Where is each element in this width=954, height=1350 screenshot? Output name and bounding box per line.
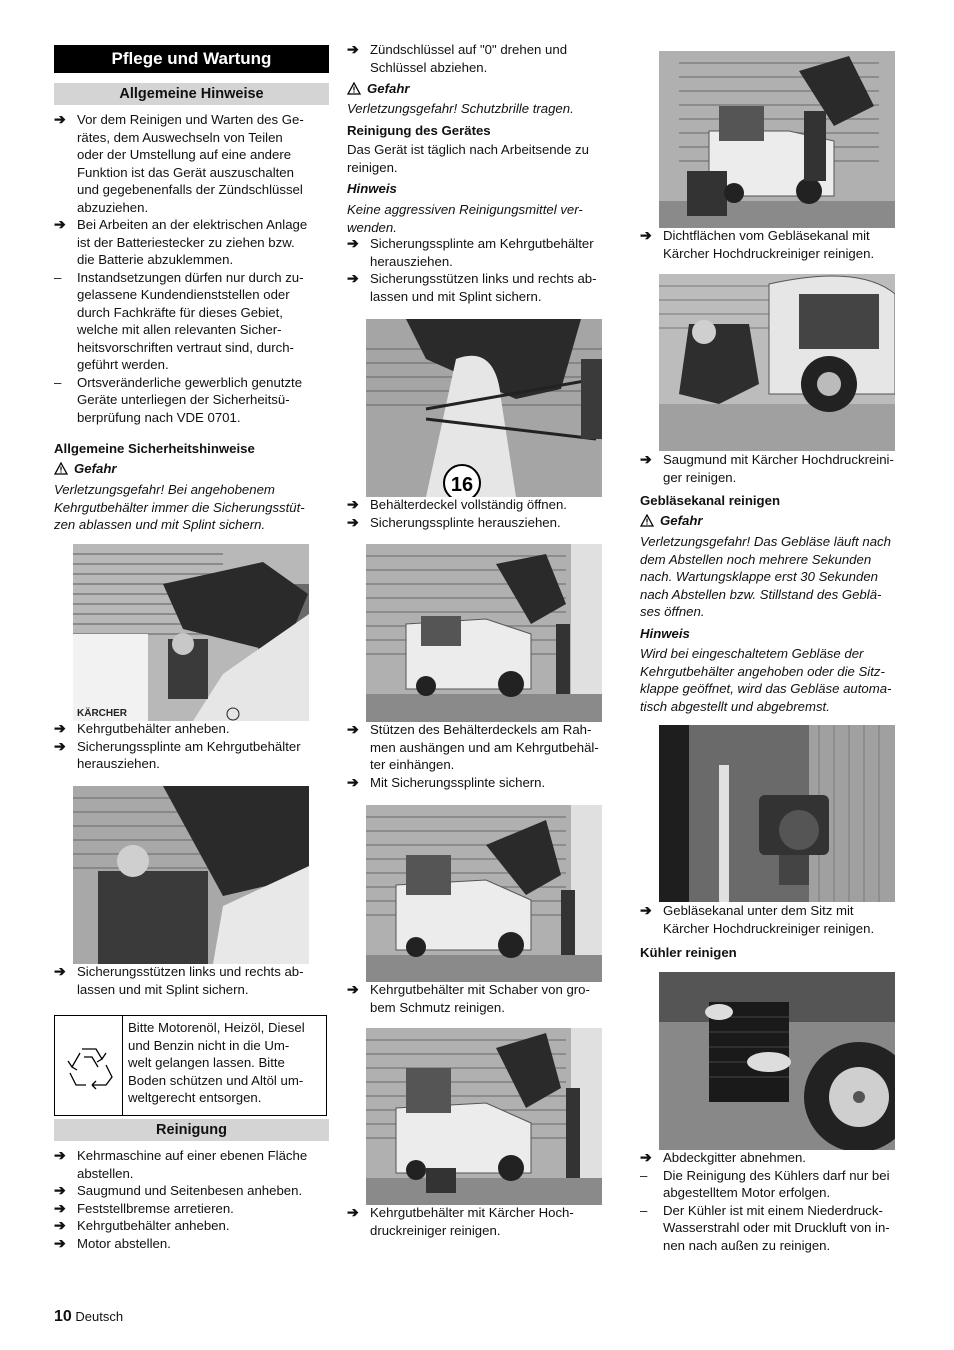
- arrow-bullet-icon: ➔: [640, 227, 652, 243]
- dash-bullet: –: [640, 1202, 648, 1218]
- dash-bullet: –: [54, 269, 62, 285]
- arrow-bullet-icon: ➔: [347, 270, 359, 286]
- photo-brand-label: KÄRCHER: [77, 708, 127, 719]
- photo-container-closeup: [366, 319, 602, 497]
- photo-radiator-grille: [659, 972, 895, 1150]
- step-item: [54, 720, 329, 738]
- item-text: Behälterdeckel vollständig öffnen.: [370, 497, 567, 512]
- step-item: [347, 981, 622, 1016]
- arrow-bullet-icon: ➔: [54, 216, 66, 232]
- photo-sweeper-open-lid: [366, 544, 602, 722]
- arrow-bullet-icon: ➔: [54, 111, 66, 127]
- warning-triangle-icon: [54, 462, 68, 475]
- col3-steps-a: [640, 227, 915, 262]
- photo-suction-mouth-cleaning: [659, 274, 895, 451]
- device-cleaning-text: Das Gerät ist täglich nach Arbeitsende zu reinigen.: [347, 142, 589, 175]
- item-text: Motor abstellen.: [77, 1235, 171, 1251]
- note-item: [54, 269, 329, 374]
- warning-triangle-icon: [347, 82, 361, 95]
- photo-blower-channel-seals: [659, 51, 895, 228]
- danger-text: Verletzungsgefahr! Das Gebläse läuft nach dem Abstellen noch mehrere Sekunden nach. Wartungsklappe erst 30 Sekunden nach Abstellen bzw. Stillstand des Geblä- ses öffnen.: [640, 534, 891, 619]
- device-cleaning-heading: Reinigung des Gerätes: [347, 123, 491, 138]
- arrow-bullet-icon: ➔: [54, 1147, 66, 1163]
- item-text: Ortsveränderliche gewerblich genutzte Geräte unterliegen der Sicherheitsü- berprüfung nach VDE 0701.: [77, 374, 303, 425]
- arrow-bullet-icon: ➔: [54, 737, 66, 754]
- arrow-bullet-icon: ➔: [54, 1182, 66, 1198]
- general-notes-heading: Allgemeine Hinweise: [54, 83, 329, 105]
- col2-steps-c: [347, 721, 622, 791]
- photo-scraper-cleaning: [366, 805, 602, 982]
- item-text: Feststellbremse arretieren.: [77, 1200, 234, 1216]
- item-text: Bei Arbeiten an der elektrischen Anlage ist der Batteriestecker zu ziehen bzw. die Batterie abzuklemmen.: [77, 217, 308, 267]
- item-text: Kehrgutbehälter mit Kärcher Hoch- druckreiniger reinigen.: [370, 1205, 574, 1238]
- arrow-bullet-icon: ➔: [54, 963, 66, 979]
- step-item: [347, 1204, 622, 1239]
- item-text: Kehrgutbehälter anheben.: [77, 1218, 230, 1233]
- item-text: Gebläsekanal unter dem Sitz mit Kärcher Hochdruckreiniger reinigen.: [663, 903, 875, 936]
- item-text: Saugmund mit Kärcher Hochdruckreini- ger reinigen.: [663, 452, 894, 485]
- step-item: [54, 216, 329, 269]
- dash-bullet: –: [54, 374, 62, 390]
- section-title: Pflege und Wartung: [54, 45, 329, 73]
- item-text: Kehrgutbehälter anheben.: [77, 721, 230, 736]
- col3-steps-c: [640, 902, 915, 937]
- arrow-bullet-icon: ➔: [347, 1204, 359, 1220]
- step-item: [347, 496, 622, 514]
- step-item: [54, 111, 329, 216]
- arrow-bullet-icon: ➔: [347, 41, 359, 57]
- radiator-heading: Kühler reinigen: [640, 945, 737, 960]
- photo2-steps: [54, 963, 329, 998]
- arrow-bullet-icon: ➔: [640, 902, 652, 918]
- dash-bullet: –: [640, 1167, 648, 1183]
- arrow-bullet-icon: ➔: [347, 721, 359, 737]
- radiator-items: [640, 1149, 915, 1254]
- note-text: Wird bei eingeschaltetem Gebläse der Kehrgutbehälter angehoben oder die Sitz- klappe geöffnet, wird das Gebläse automa- tisch abgestellt und abgebremst.: [640, 646, 892, 714]
- environment-text: Bitte Motorenöl, Heizöl, Diesel und Benzin nicht in die Um- welt gelangen lassen. Bitte Boden schützen und Altöl um- weltgerecht entsorgen.: [128, 1020, 305, 1105]
- item-text: Zündschlüssel auf "0" drehen und Schlüssel abziehen.: [370, 42, 568, 75]
- step-item: [54, 1182, 329, 1200]
- step-item: [54, 738, 329, 773]
- environment-box: [54, 1015, 327, 1116]
- item-text: Saugmund und Seitenbesen anheben.: [77, 1183, 303, 1198]
- item-text: Abdeckgitter abnehmen.: [663, 1150, 806, 1165]
- arrow-bullet-icon: ➔: [640, 1149, 652, 1165]
- item-text: Sicherungssplinte am Kehrgutbehälter herausziehen.: [77, 738, 301, 771]
- danger-label: Gefahr: [54, 460, 329, 478]
- recycling-icon: [62, 1039, 116, 1093]
- blower-heading: Gebläsekanal reinigen: [640, 493, 780, 508]
- note-item: [54, 374, 329, 427]
- item-text: Der Kühler ist mit einem Niederdruck- Wasserstrahl oder mit Druckluft von in- nen nach außen zu reinigen.: [663, 1202, 890, 1253]
- step-item: [347, 235, 622, 270]
- step-item: [640, 227, 915, 262]
- note-item: [640, 1167, 915, 1202]
- cleaning-heading: Reinigung: [54, 1119, 329, 1141]
- col2-top-steps: [347, 41, 622, 76]
- step-item: [347, 774, 622, 792]
- item-text: Vor dem Reinigen und Warten des Ge- rätes, dem Auswechseln von Teilen oder der Umstellung auf eine andere Funktion ist das Gerät auszuschalten und gegebenenfalls der Zündschlüssel abzuziehen.: [77, 112, 304, 215]
- danger-label: Gefahr: [640, 512, 915, 530]
- arrow-bullet-icon: ➔: [347, 496, 359, 512]
- step-item: [54, 1217, 329, 1235]
- danger-text: Verletzungsgefahr! Schutzbrille tragen.: [347, 101, 574, 116]
- cleaning-steps: [54, 1147, 329, 1252]
- photo-pressure-washer-container: [366, 1028, 602, 1205]
- step-item: [54, 963, 329, 998]
- step-item: [54, 1200, 329, 1218]
- danger-text: Verletzungsgefahr! Bei angehobenem Kehrgutbehälter immer die Sicherungsstüt- zen ablassen und mit Splint sichern.: [54, 482, 305, 532]
- photo-lifting-container: [73, 544, 309, 721]
- note-item: [640, 1202, 915, 1255]
- page-number: 10: [54, 1308, 72, 1325]
- item-text: Sicherungssplinte am Kehrgutbehälter herausziehen.: [370, 236, 594, 269]
- item-text: Kehrmaschine auf einer ebenen Fläche abstellen.: [77, 1148, 308, 1181]
- col3-steps-b: [640, 451, 915, 486]
- step-item: [640, 1149, 915, 1167]
- step-item: [347, 721, 622, 774]
- step-item: [54, 1235, 329, 1253]
- item-text: Stützen des Behälterdeckels am Rah- men aushängen und am Kehrgutbehäl- ter einhängen.: [370, 722, 599, 772]
- step-item: [347, 270, 622, 305]
- arrow-bullet-icon: ➔: [54, 1217, 66, 1233]
- col2-steps-e: [347, 1204, 622, 1239]
- danger-label: Gefahr: [347, 80, 622, 98]
- page-footer: [54, 1308, 123, 1326]
- warning-triangle-icon: [640, 514, 654, 527]
- arrow-bullet-icon: ➔: [347, 773, 359, 790]
- item-text: Sicherungsstützen links und rechts ab- lassen und mit Splint sichern.: [370, 271, 597, 304]
- item-text: Sicherungssplinte herausziehen.: [370, 514, 561, 530]
- arrow-bullet-icon: ➔: [54, 720, 66, 736]
- item-text: Dichtflächen vom Gebläsekanal mit Kärcher Hochdruckreiniger reinigen.: [663, 228, 875, 261]
- note-label: Hinweis: [640, 626, 690, 641]
- photo-lowering-supports: [73, 786, 309, 964]
- arrow-bullet-icon: ➔: [347, 981, 359, 997]
- step-item: [54, 1147, 329, 1182]
- arrow-bullet-icon: ➔: [54, 1199, 66, 1216]
- col2-steps-a: [347, 235, 622, 305]
- general-notes-list: [54, 111, 329, 426]
- arrow-bullet-icon: ➔: [347, 513, 359, 530]
- item-text: Instandsetzungen dürfen nur durch zu- gelassene Kundendienststellen oder durch Fachkräfte für dieses Gebiet, welche mit allen relevanten Sicher- heitsvorschriften vertraut sind, durch- geführt werden.: [77, 269, 304, 372]
- item-text: Sicherungsstützen links und rechts ab- lassen und mit Splint sichern.: [77, 964, 304, 997]
- arrow-bullet-icon: ➔: [54, 1234, 66, 1251]
- safety-heading: Allgemeine Sicherheitshinweise: [54, 441, 255, 456]
- arrow-bullet-icon: ➔: [640, 451, 652, 467]
- footer-language: Deutsch: [75, 1309, 124, 1324]
- item-text: Kehrgutbehälter mit Schaber von gro- bem Schmutz reinigen.: [370, 982, 590, 1015]
- step-item: [347, 41, 622, 76]
- photo1-steps: [54, 720, 329, 773]
- col2-steps-d: [347, 981, 622, 1016]
- step-item: [640, 451, 915, 486]
- item-text: Die Reinigung des Kühlers darf nur bei abgestelltem Motor erfolgen.: [663, 1167, 890, 1200]
- note-text: Keine aggressiven Reinigungsmittel ver- wenden.: [347, 202, 583, 235]
- photo-blower-under-seat: [659, 725, 895, 902]
- item-text: Mit Sicherungssplinte sichern.: [370, 774, 546, 790]
- col2-steps-b: [347, 496, 622, 531]
- step-item: [640, 902, 915, 937]
- step-item: [347, 514, 622, 532]
- note-label: Hinweis: [347, 181, 397, 196]
- photo-number-label: 16: [450, 474, 474, 496]
- arrow-bullet-icon: ➔: [347, 235, 359, 251]
